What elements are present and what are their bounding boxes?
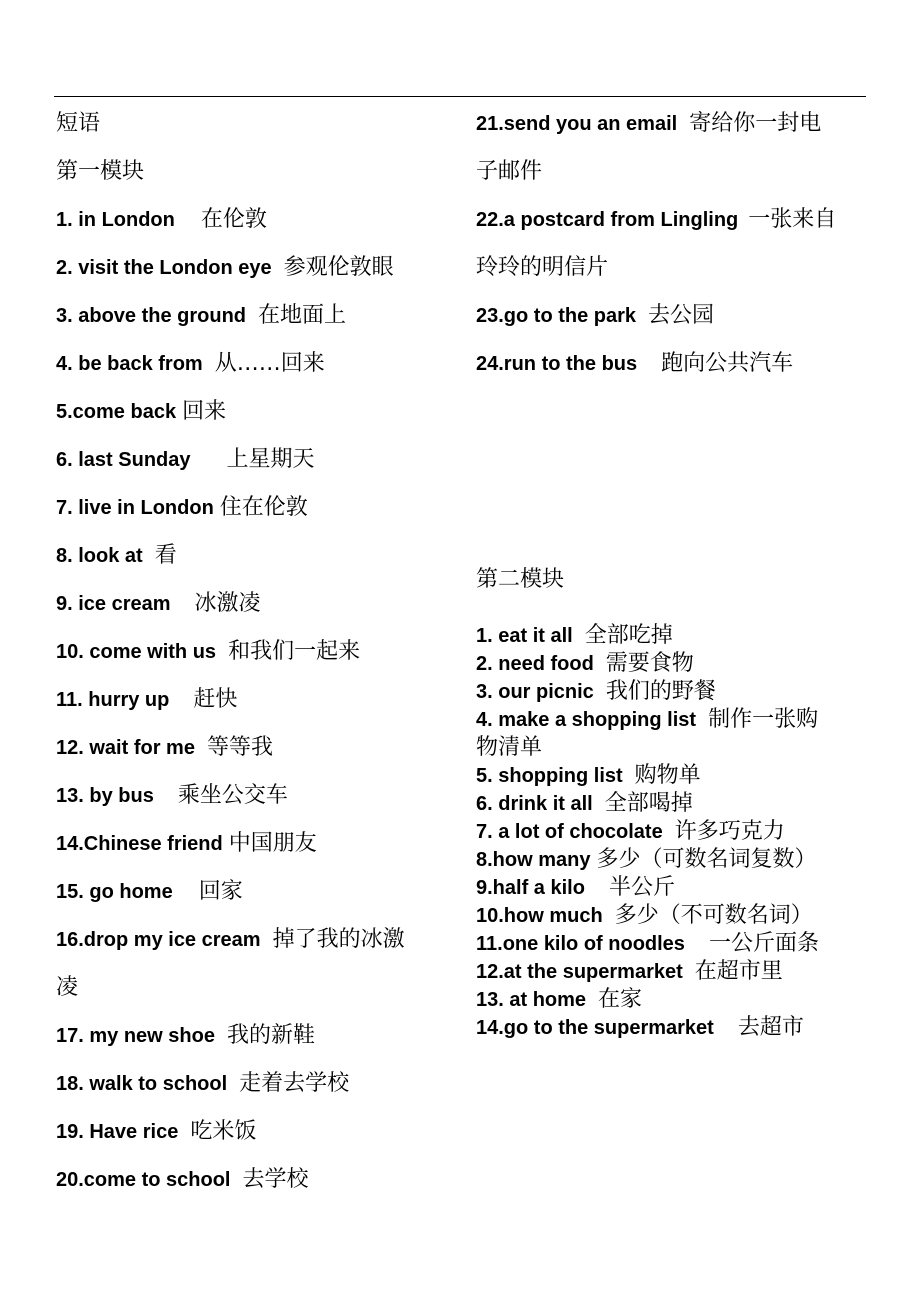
phrase-zh: 走着去学校 xyxy=(239,1071,350,1096)
phrase-zh: 需要食物 xyxy=(605,651,694,676)
phrase-item xyxy=(476,622,673,650)
phrase-zh: 一公斤面条 xyxy=(708,931,819,956)
phrase-item xyxy=(56,878,243,906)
phrase-item xyxy=(476,206,836,234)
phrase-zh: 许多巧克力 xyxy=(674,819,785,844)
phrase-item xyxy=(56,350,325,378)
phrase-item xyxy=(476,678,716,706)
phrase-zh: 赶快 xyxy=(193,687,238,712)
phrase-en: 9. ice cream xyxy=(56,593,171,615)
phrase-zh: 一张来自 xyxy=(748,207,837,232)
phrase-item xyxy=(476,874,675,902)
phrase-item xyxy=(56,542,177,570)
phrase-en: 14.go to the supermarket xyxy=(476,1017,714,1039)
phrase-zh: 冰激凌 xyxy=(194,591,261,616)
phrase-zh: 购物单 xyxy=(634,763,701,788)
phrase-item xyxy=(56,1166,309,1194)
phrase-en: 15. go home xyxy=(56,881,173,903)
phrase-en: 2. need food xyxy=(476,653,594,675)
phrase-zh-continued: 物清单 xyxy=(476,735,543,760)
phrase-en: 12.at the supermarket xyxy=(476,961,683,983)
phrase-zh: 住在伦敦 xyxy=(219,495,308,520)
phrase-en: 8.how many xyxy=(476,849,591,871)
phrase-zh: 看 xyxy=(154,543,177,568)
phrase-zh: 多少（不可数名词） xyxy=(614,903,813,928)
phrase-en: 17. my new shoe xyxy=(56,1025,215,1047)
phrase-zh: 和我们一起来 xyxy=(228,639,361,664)
phrase-item xyxy=(476,790,693,818)
phrase-zh: 回家 xyxy=(198,879,243,904)
phrase-en: 21.send you an email xyxy=(476,113,678,135)
phrase-item xyxy=(56,254,394,282)
phrase-item xyxy=(476,958,783,986)
phrase-en: 8. look at xyxy=(56,545,143,567)
phrase-en: 10. come with us xyxy=(56,641,217,663)
phrase-item xyxy=(56,302,346,330)
phrase-en: 5. shopping list xyxy=(476,765,623,787)
phrase-en: 13. by bus xyxy=(56,785,154,807)
phrase-item xyxy=(56,734,273,762)
phrase-en: 16.drop my ice cream xyxy=(56,929,261,951)
phrase-zh: 全部吃掉 xyxy=(584,623,673,648)
phrase-zh: 掉了我的冰激 xyxy=(272,927,405,952)
phrase-continuation xyxy=(476,254,608,282)
phrase-zh: 去超市 xyxy=(737,1015,804,1040)
module-title: 第二模块 xyxy=(476,567,565,592)
phrase-zh: 上星期天 xyxy=(226,447,315,472)
phrase-item xyxy=(476,706,818,734)
phrase-zh: 去学校 xyxy=(242,1167,309,1192)
phrase-en: 12. wait for me xyxy=(56,737,195,759)
phrase-en: 7. live in London xyxy=(56,497,214,519)
phrase-item xyxy=(56,1118,256,1146)
phrase-en: 2. visit the London eye xyxy=(56,257,272,279)
phrase-zh: 我们的野餐 xyxy=(605,679,716,704)
phrase-zh: 从……回来 xyxy=(214,351,325,376)
phrase-en: 18. walk to school xyxy=(56,1073,228,1095)
phrase-zh: 在超市里 xyxy=(694,959,783,984)
phrase-item xyxy=(476,902,813,930)
phrase-item xyxy=(56,398,226,426)
phrase-zh: 半公斤 xyxy=(608,875,675,900)
phrase-en: 6. last Sunday xyxy=(56,449,191,471)
phrase-en: 3. above the ground xyxy=(56,305,247,327)
phrase-en: 4. make a shopping list xyxy=(476,709,697,731)
phrase-en: 22.a postcard from Lingling xyxy=(476,209,739,231)
phrase-item xyxy=(476,846,817,874)
phrase-zh: 回来 xyxy=(182,399,227,424)
phrase-item xyxy=(476,302,714,330)
phrase-item xyxy=(56,446,315,474)
phrase-zh: 跑向公共汽车 xyxy=(661,351,794,376)
phrase-zh: 多少（可数名词复数） xyxy=(596,847,817,872)
phrase-zh: 去公园 xyxy=(648,303,715,328)
phrase-zh-continued: 玲玲的明信片 xyxy=(476,255,609,280)
phrase-en: 9.half a kilo xyxy=(476,877,585,899)
phrase-zh: 吃米饭 xyxy=(190,1119,257,1144)
module-title: 第一模块 xyxy=(56,159,145,184)
section-heading: 短语 xyxy=(56,111,101,136)
phrase-en: 4. be back from xyxy=(56,353,203,375)
phrase-zh: 在地面上 xyxy=(258,303,347,328)
phrase-item xyxy=(56,494,308,522)
phrase-zh: 等等我 xyxy=(206,735,273,760)
phrase-item xyxy=(476,110,821,138)
phrase-en: 20.come to school xyxy=(56,1169,231,1191)
phrase-en: 14.Chinese friend xyxy=(56,833,223,855)
phrase-item xyxy=(476,930,819,958)
phrase-en: 5.come back xyxy=(56,401,177,423)
phrase-en: 3. our picnic xyxy=(476,681,594,703)
phrase-item xyxy=(476,818,785,846)
phrase-item xyxy=(476,986,642,1014)
phrase-continuation xyxy=(56,974,78,1002)
phrase-item xyxy=(476,1014,804,1042)
phrase-zh: 制作一张购 xyxy=(708,707,819,732)
phrase-en: 10.how much xyxy=(476,905,603,927)
phrase-zh: 全部喝掉 xyxy=(604,791,693,816)
phrase-item xyxy=(56,1022,315,1050)
phrase-item xyxy=(56,1070,349,1098)
header-rule xyxy=(54,96,866,97)
phrase-item xyxy=(56,206,267,234)
phrase-item xyxy=(56,926,405,954)
phrase-en: 19. Have rice xyxy=(56,1121,179,1143)
phrase-en: 11. hurry up xyxy=(56,689,170,711)
phrase-zh-continued: 凌 xyxy=(56,975,79,1000)
phrase-en: 1. eat it all xyxy=(476,625,573,647)
phrase-continuation xyxy=(476,158,542,186)
phrase-en: 1. in London xyxy=(56,209,175,231)
phrase-item xyxy=(56,782,288,810)
phrase-zh: 我的新鞋 xyxy=(226,1023,315,1048)
phrase-zh: 中国朋友 xyxy=(228,831,317,856)
phrase-zh: 在家 xyxy=(598,987,643,1012)
phrase-item xyxy=(56,830,317,858)
phrase-zh-continued: 子邮件 xyxy=(476,159,543,184)
phrase-continuation xyxy=(476,734,542,762)
phrase-item xyxy=(476,762,701,790)
phrase-en: 24.run to the bus xyxy=(476,353,638,375)
phrase-zh: 参观伦敦眼 xyxy=(283,255,394,280)
phrase-item xyxy=(56,590,261,618)
phrase-item xyxy=(476,650,694,678)
phrase-zh: 乘坐公交车 xyxy=(177,783,288,808)
phrase-zh: 在伦敦 xyxy=(200,207,267,232)
phrase-en: 6. drink it all xyxy=(476,793,593,815)
phrase-item xyxy=(56,686,237,714)
phrase-en: 7. a lot of chocolate xyxy=(476,821,663,843)
phrase-item xyxy=(56,638,360,666)
phrase-en: 13. at home xyxy=(476,989,587,1011)
phrase-zh: 寄给你一封电 xyxy=(689,111,822,136)
phrase-item xyxy=(476,350,793,378)
phrase-en: 23.go to the park xyxy=(476,305,637,327)
phrase-en: 11.one kilo of noodles xyxy=(476,933,685,955)
